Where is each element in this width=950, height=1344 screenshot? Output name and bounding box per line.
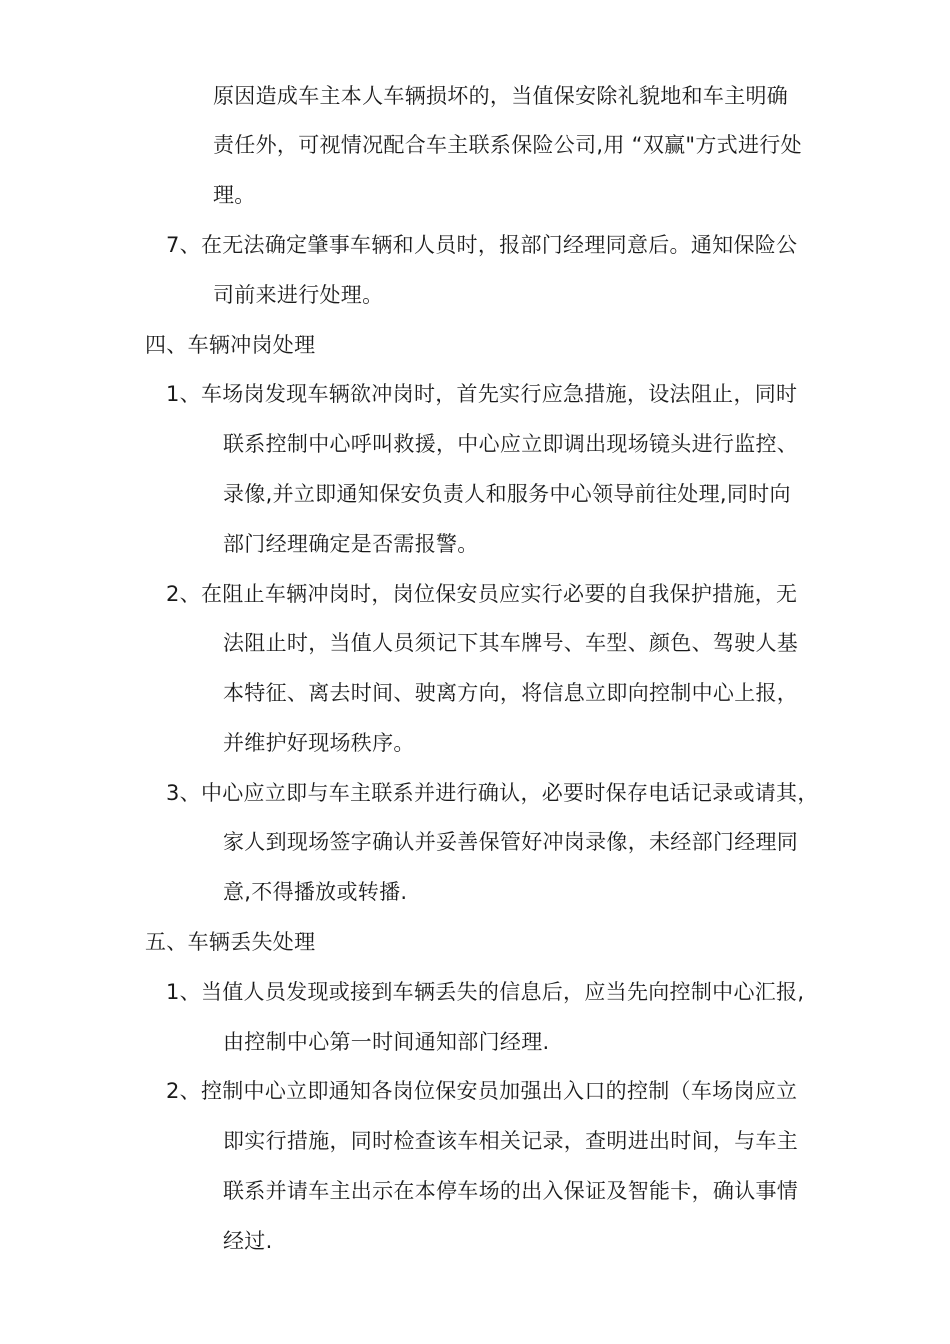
text-line: 家人到现场签字确认并妥善保管好冲岗录像，未经部门经理同 <box>223 830 799 854</box>
text-line: 录像,并立即通知保安负责人和服务中心领导前往处理,同时向 <box>223 482 791 506</box>
text-line: 责任外，可视情况配合车主联系保险公司,用 “双赢"方式进行处 <box>213 133 802 157</box>
text-line: 即实行措施，同时检查该车相关记录，查明进出时间，与车主 <box>223 1129 799 1153</box>
list-item-2: 2、控制中心立即通知各岗位保安员加强出入口的控制（车场岗应立 <box>166 1079 798 1103</box>
text-line: 经过. <box>223 1229 273 1253</box>
text-line: 部门经理确定是否需报警。 <box>223 532 479 556</box>
text-line: 司前来进行处理。 <box>213 283 384 307</box>
list-item-3: 3、中心应立即与车主联系并进行确认，必要时保存电话记录或请其， <box>166 781 819 805</box>
text-line: 联系并请车主出示在本停车场的出入保证及智能卡，确认事情 <box>223 1179 799 1203</box>
list-item-1: 1、车场岗发现车辆欲冲岗时，首先实行应急措施，设法阻止，同时 <box>166 382 798 406</box>
text-line: 原因造成车主本人车辆损坏的，当值保安除礼貌地和车主明确 <box>213 84 789 108</box>
text-line: 法阻止时，当值人员须记下其车牌号、车型、颜色、驾驶人基 <box>223 631 799 655</box>
list-item-2: 2、在阻止车辆冲岗时，岗位保安员应实行必要的自我保护措施，无 <box>166 582 798 606</box>
text-line: 并维护好现场秩序。 <box>223 731 415 755</box>
text-line: 理。 <box>213 183 256 207</box>
section-heading-5: 五、车辆丢失处理 <box>145 930 316 954</box>
list-item-7: 7、在无法确定肇事车辆和人员时，报部门经理同意后。通知保险公 <box>166 233 798 257</box>
list-item-1: 1、当值人员发现或接到车辆丢失的信息后，应当先向控制中心汇报, <box>166 980 805 1004</box>
text-line: 意,不得播放或转播. <box>223 880 408 904</box>
section-heading-4: 四、车辆冲岗处理 <box>145 333 316 357</box>
text-line: 联系控制中心呼叫救援，中心应立即调出现场镜头进行监控、 <box>223 432 799 456</box>
text-line: 本特征、离去时间、驶离方向，将信息立即向控制中心上报， <box>223 681 799 705</box>
text-line: 由控制中心第一时间通知部门经理. <box>223 1030 550 1054</box>
